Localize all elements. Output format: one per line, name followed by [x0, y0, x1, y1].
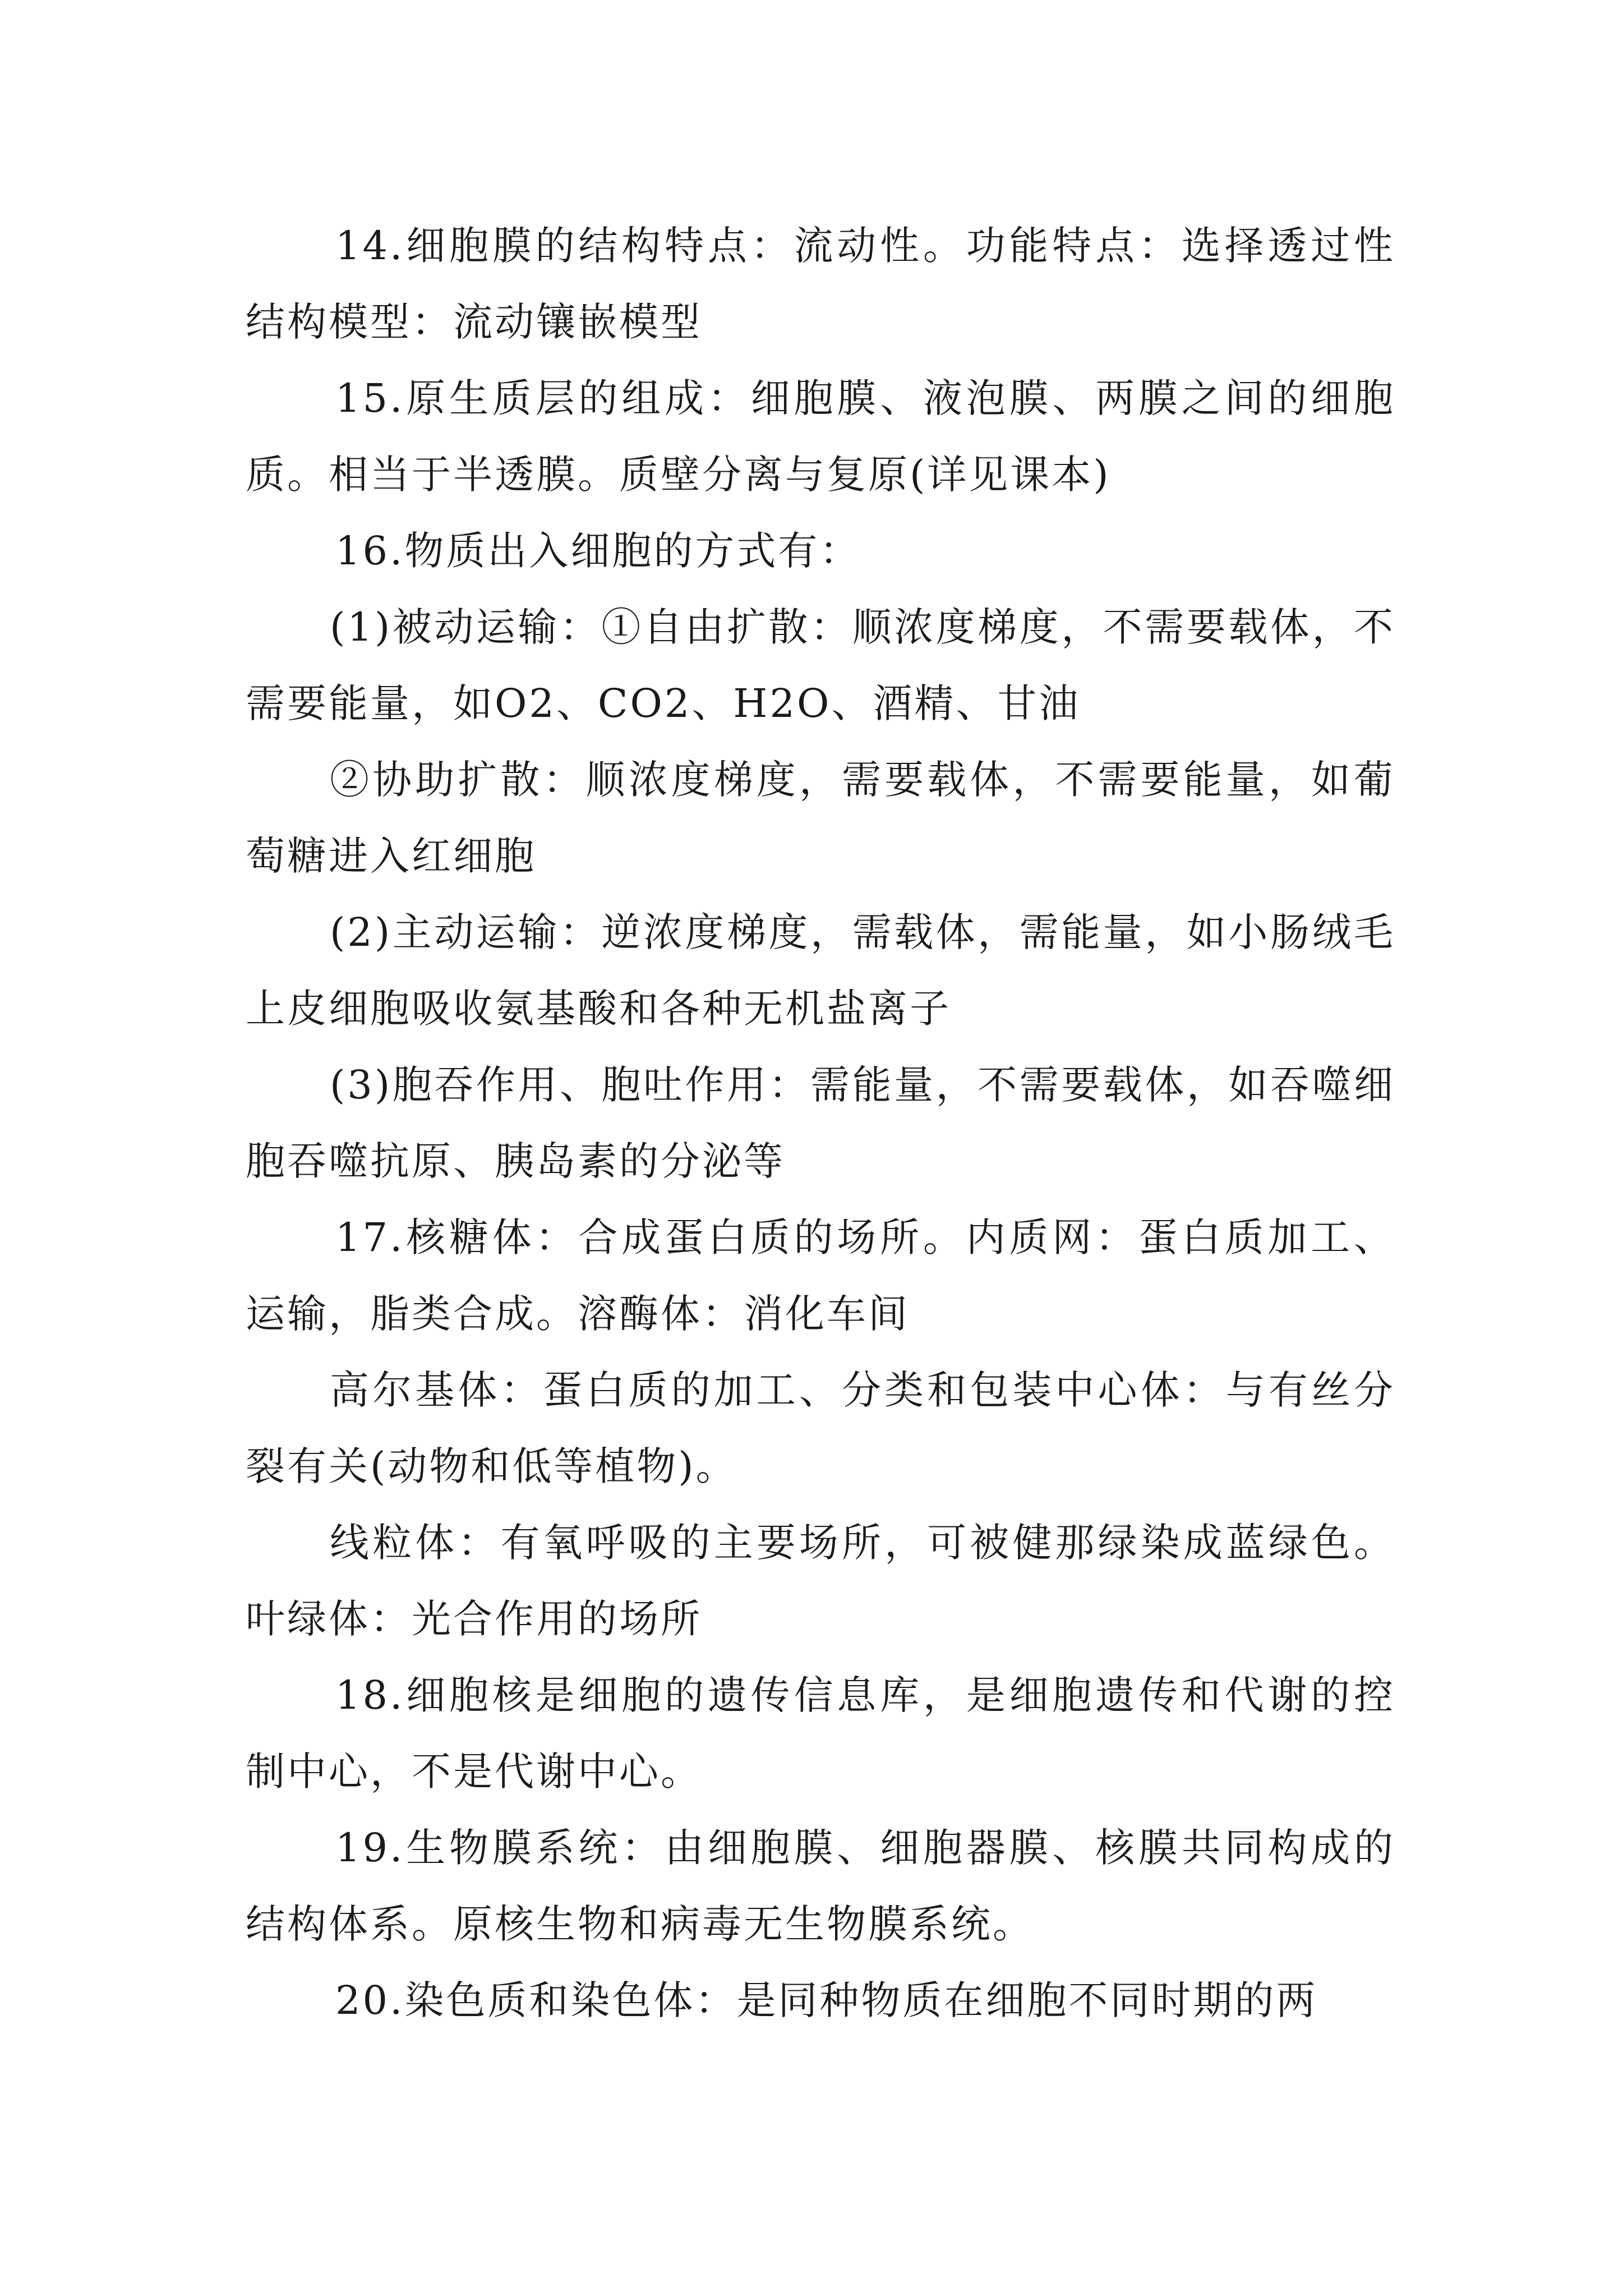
paragraph-17-golgi: 高尔基体：蛋白质的加工、分类和包装中心体：与有丝分裂有关(动物和低等植物)。: [246, 1367, 1395, 1489]
paragraph-16-endocytosis: (3)胞吞作用、胞吐作用：需能量，不需要载体，如吞噬细胞吞噬抗原、胰岛素的分泌等: [246, 1062, 1395, 1184]
paragraph-15: 15.原生质层的组成：细胞膜、液泡膜、两膜之间的细胞质。相当于半透膜。质壁分离与复原(详见课本): [246, 375, 1395, 498]
paragraph-19: 19.生物膜系统：由细胞膜、细胞器膜、核膜共同构成的结构体系。原核生物和病毒无生物膜系统。: [246, 1825, 1395, 1947]
paragraph-16-active-transport: (2)主动运输：逆浓度梯度，需载体，需能量，如小肠绒毛上皮细胞吸收氨基酸和各种无机盐离子: [246, 909, 1395, 1032]
paragraph-14: 14.细胞膜的结构特点：流动性。功能特点：选择透过性结构模型：流动镶嵌模型: [246, 223, 1395, 345]
document-body: [246, 208, 1395, 2039]
paragraph-16-facilitated-diffusion: ②协助扩散：顺浓度梯度，需要载体，不需要能量，如葡萄糖进入红细胞: [246, 757, 1395, 879]
paragraph-16: 16.物质出入细胞的方式有：: [335, 528, 861, 574]
paragraph-18: 18.细胞核是细胞的遗传信息库，是细胞遗传和代谢的控制中心，不是代谢中心。: [246, 1672, 1395, 1795]
paragraph-17-mitochondria: 线粒体：有氧呼吸的主要场所，可被健那绿染成蓝绿色。叶绿体：光合作用的场所: [246, 1520, 1395, 1642]
paragraph-16-passive-transport: (1)被动运输：①自由扩散：顺浓度梯度，不需要载体，不需要能量，如O2、CO2、H2O、酒精、甘油: [246, 604, 1395, 726]
paragraph-20: 20.染色质和染色体：是同种物质在细胞不同时期的两: [335, 1977, 1318, 2023]
paragraph-17: 17.核糖体：合成蛋白质的场所。内质网：蛋白质加工、运输，脂类合成。溶酶体：消化车间: [246, 1214, 1395, 1337]
